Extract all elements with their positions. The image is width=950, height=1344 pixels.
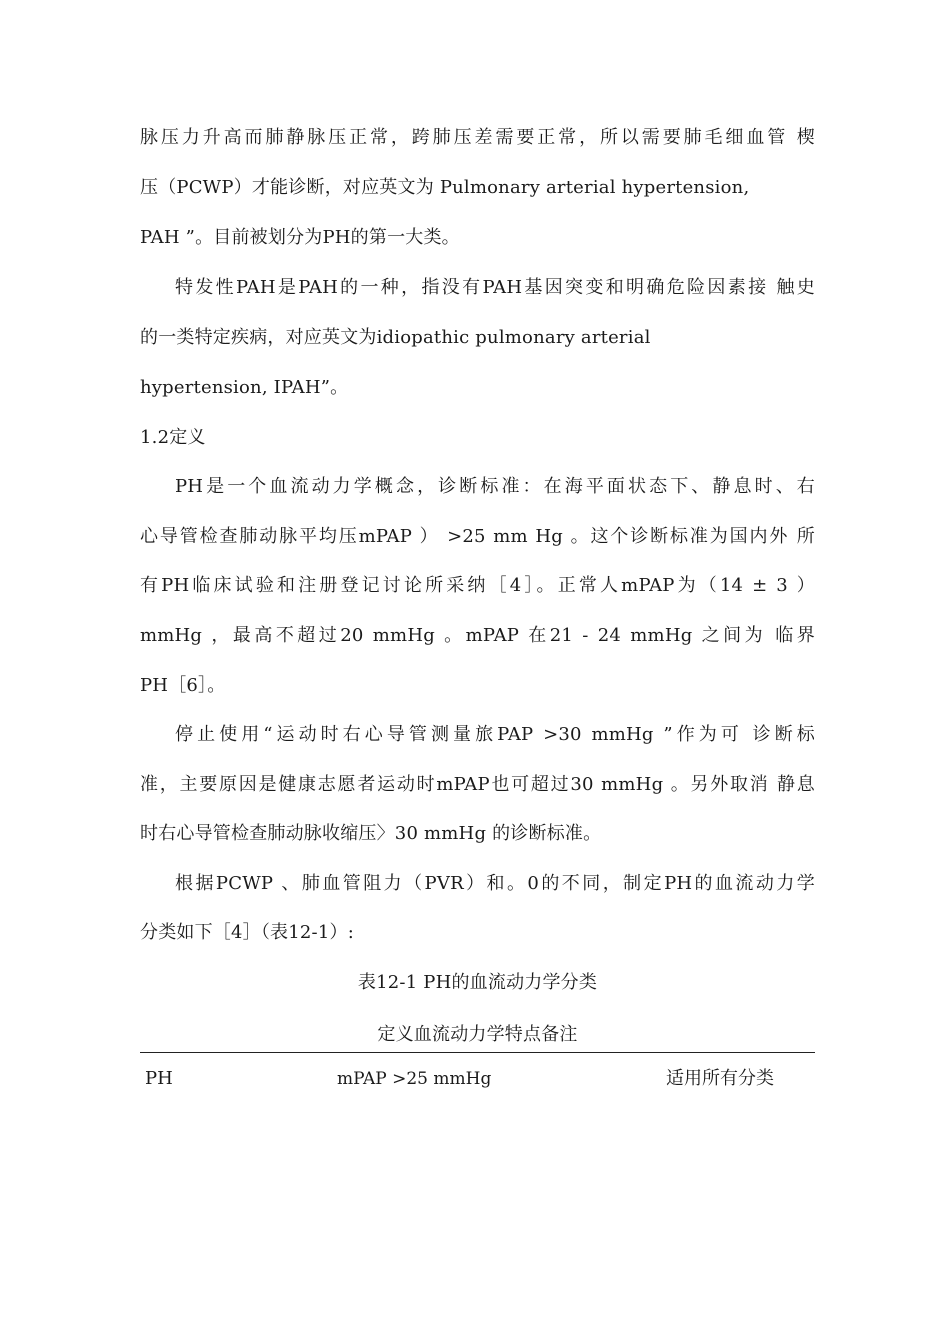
table-caption: 表12-1 PH的血流动力学分类 [357, 972, 598, 993]
paragraph-line: PH是一个血流动力学概念，诊断标准：在海平面状态下、静息时、右 [175, 476, 815, 497]
paragraph-line: 分类如下［4］（表12-1）: [140, 922, 354, 943]
paragraph-line: 的一类特定疾病，对应英文为idiopathic pulmonary arterial [140, 327, 651, 348]
paragraph-line: PAH ”。目前被划分为PH的第一大类。 [140, 227, 460, 248]
paragraph-line: PH［6］。 [140, 675, 226, 696]
paragraph-line: 根据PCWP 、肺血管阻力（PVR）和。0的不同，制定PH的血流动力学 [175, 873, 815, 894]
paragraph-line: 压（PCWP）才能诊断，对应英文为 Pulmonary arterial hypertension, [140, 177, 750, 198]
paragraph-line: 时右心导管检查肺动脉收缩压〉30 mmHg 的诊断标准。 [140, 823, 602, 844]
table-cell-feature: mPAP >25 mmHg [337, 1069, 492, 1089]
table-cell-definition: PH [145, 1068, 173, 1089]
table-cell-note: 适用所有分类 [666, 1068, 774, 1089]
table-rule [140, 1052, 815, 1053]
paragraph-line: 脉压力升高而肺静脉压正常，跨肺压差需要正常，所以需要肺毛细血管 楔 [140, 127, 815, 148]
paragraph-line: hypertension, IPAH”。 [140, 377, 349, 398]
paragraph-line: 有PH临床试验和注册登记讨论所采纳［4］。正常人mPAP为（14 ± 3 ） [140, 575, 815, 596]
paragraph-line: 特发性PAH是PAH的一种，指没有PAH基因突变和明确危险因素接 触史 [175, 277, 815, 298]
paragraph-line: 停止使用“运动时右心导管测量旅PAP >30 mmHg ”作为可 诊断标 [175, 724, 815, 745]
paragraph-line: mmHg ，最高不超过20 mmHg 。mPAP 在21 - 24 mmHg 之间为 临界 [140, 625, 815, 646]
paragraph-line: 准，主要原因是健康志愿者运动时mPAP也可超过30 mmHg 。另外取消 静息 [140, 774, 815, 795]
table-header: 定义血流动力学特点备注 [377, 1024, 578, 1045]
section-heading: 1.2定义 [140, 427, 206, 448]
paragraph-line: 心导管检查肺动脉平均压mPAP ） >25 mm Hg 。这个诊断标准为国内外 所 [140, 526, 815, 547]
